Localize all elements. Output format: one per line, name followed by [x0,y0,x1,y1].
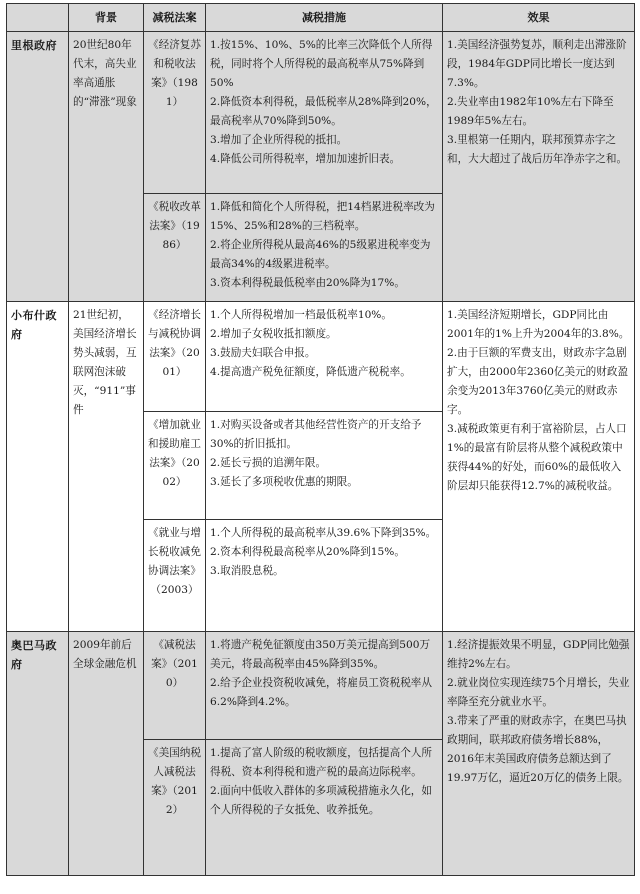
law-cell: 《美国纳税人减税法案》（2012） [144,740,206,876]
measures-cell [206,740,443,876]
measure-item: 2.将企业所得税从最高46%的5级累进税率变为最高34%的4级累进税率。 [210,239,431,270]
measures-cell [206,520,443,632]
measures-cell [206,302,443,412]
law-cell: 《经济增长与减税协调法案》（2001） [144,302,206,412]
law-cell: 《减税法案》（2010） [144,632,206,740]
effect-item: 3.减税政策更有利于富裕阶层，占人口1%的最富有阶层将从整个减税政策中获得44%的好处，而60%的最低收入阶层却只能获得12.7%的减税收益。 [447,423,627,492]
table-row [7,632,635,740]
measures-cell [206,194,443,302]
measure-item: 2.资本利得税最高税率从20%降到15%。 [210,546,405,558]
measure-item: 4.降低公司所得税率，增加加速折旧表。 [210,153,401,165]
header-background: 背景 [69,4,144,32]
measure-item: 1.降低和简化个人所得税，把14档累进税率改为15%、25%和28%的三档税率。 [210,201,435,232]
measure-item: 3.增加了企业所得税的抵扣。 [210,134,348,146]
header-row [7,4,635,32]
effect-item: 1.经济提振效果不明显，GDP同比勉强维持2%左右。 [447,639,630,670]
measure-item: 2.给予企业投资税收减免，将雇员工资税税率从6.2%降到4.2%。 [210,677,432,708]
effects-cell [443,632,635,876]
effect-item: 1.美国经济强势复苏，顺利走出滞涨阶段，1984年GDP同比增长一度达到7.3%。 [447,39,627,89]
background-cell: 20世纪80年代末，高失业率高通胀的“滞涨”现象 [69,32,144,302]
measure-item: 2.增加子女税收抵扣额度。 [210,328,337,340]
government-name: 里根政府 [7,32,69,302]
measure-item: 1.个人所得税的最高税率从39.6%下降到35%。 [210,527,437,539]
measure-item: 1.个人所得税增加一档最低税率10%。 [210,309,392,321]
measure-item: 1.对购买设备或者其他经营性资产的开支给予30%的折旧抵扣。 [210,419,422,450]
measure-item: 2.面向中低收入群体的多项减税措施永久化，如个人所得税的子女抵免、收养抵免。 [210,785,432,816]
measure-item: 2.延长亏损的追溯年限。 [210,457,327,469]
header-measures: 减税措施 [206,4,443,32]
law-cell: 《就业与增长税收减免协调法案》（2003） [144,520,206,632]
measure-item: 1.提高了富人阶级的税收额度，包括提高个人所得税、资本利得税和遗产税的最高边际税率。 [210,747,432,778]
table-row [7,302,635,412]
government-name: 奥巴马政府 [7,632,69,876]
header-effects: 效果 [443,4,635,32]
measure-item: 2.降低资本利得税，最低税率从28%降到20%，最高税率从70%降到50%。 [210,96,437,127]
background-cell: 21世纪初，美国经济增长势头减弱，互联网泡沫破灭，“911”事件 [69,302,144,632]
measures-cell [206,632,443,740]
tax-cut-table [6,3,635,876]
effects-cell [443,32,635,302]
law-cell: 《税收改革法案》（1986） [144,194,206,302]
effect-item: 2.由于巨额的军费支出，财政赤字急剧扩大，由2000年2360亿美元的财政盈余变为2013年3760亿美元的财政赤字。 [447,347,629,416]
effects-cell [443,302,635,632]
effect-item: 1.美国经济短期增长，GDP同比由2001年的1%上升为2004年的3.8%。 [447,309,630,340]
government-name: 小布什政府 [7,302,69,632]
header-blank [7,4,69,32]
law-cell: 《经济复苏和税收法案》（1981） [144,32,206,194]
effect-item: 2.失业率由1982年10%左右下降至1989年5%左右。 [447,96,614,127]
measure-item: 1.按15%、10%、5%的比率三次降低个人所得税，同时将个人所得税的最高税率从75%降到50% [210,39,433,89]
measure-item: 1.将遗产税免征额度由350万美元提高到500万美元，将最高税率由45%降到35%。 [210,639,431,670]
measure-item: 3.鼓励夫妇联合申报。 [210,347,316,359]
effect-item: 3.带来了严重的财政赤字，在奥巴马执政期间，联邦政府债务增长88%，2016年末美国政府债务总额达到了19.97万亿，逼近20万亿的债务上限。 [447,715,629,784]
measures-cell [206,32,443,194]
background-cell: 2009年前后全球金融危机 [69,632,144,876]
effect-item: 3.里根第一任期内，联邦预算赤字之和，大大超过了战后历年净赤字之和。 [447,134,628,165]
law-cell: 《增加就业和援助雇工法案》（2002） [144,412,206,520]
measure-item: 3.资本利得税最低税率由20%降为17%。 [210,277,405,289]
table-row [7,32,635,194]
measure-item: 4.提高遗产税免征额度，降低遗产税税率。 [210,366,411,378]
header-law: 减税法案 [144,4,206,32]
measure-item: 3.延长了多项税收优惠的期限。 [210,476,358,488]
measures-cell [206,412,443,520]
effect-item: 2.就业岗位实现连续75个月增长，失业率降至充分就业水平。 [447,677,630,708]
measure-item: 3.取消股息税。 [210,565,284,577]
